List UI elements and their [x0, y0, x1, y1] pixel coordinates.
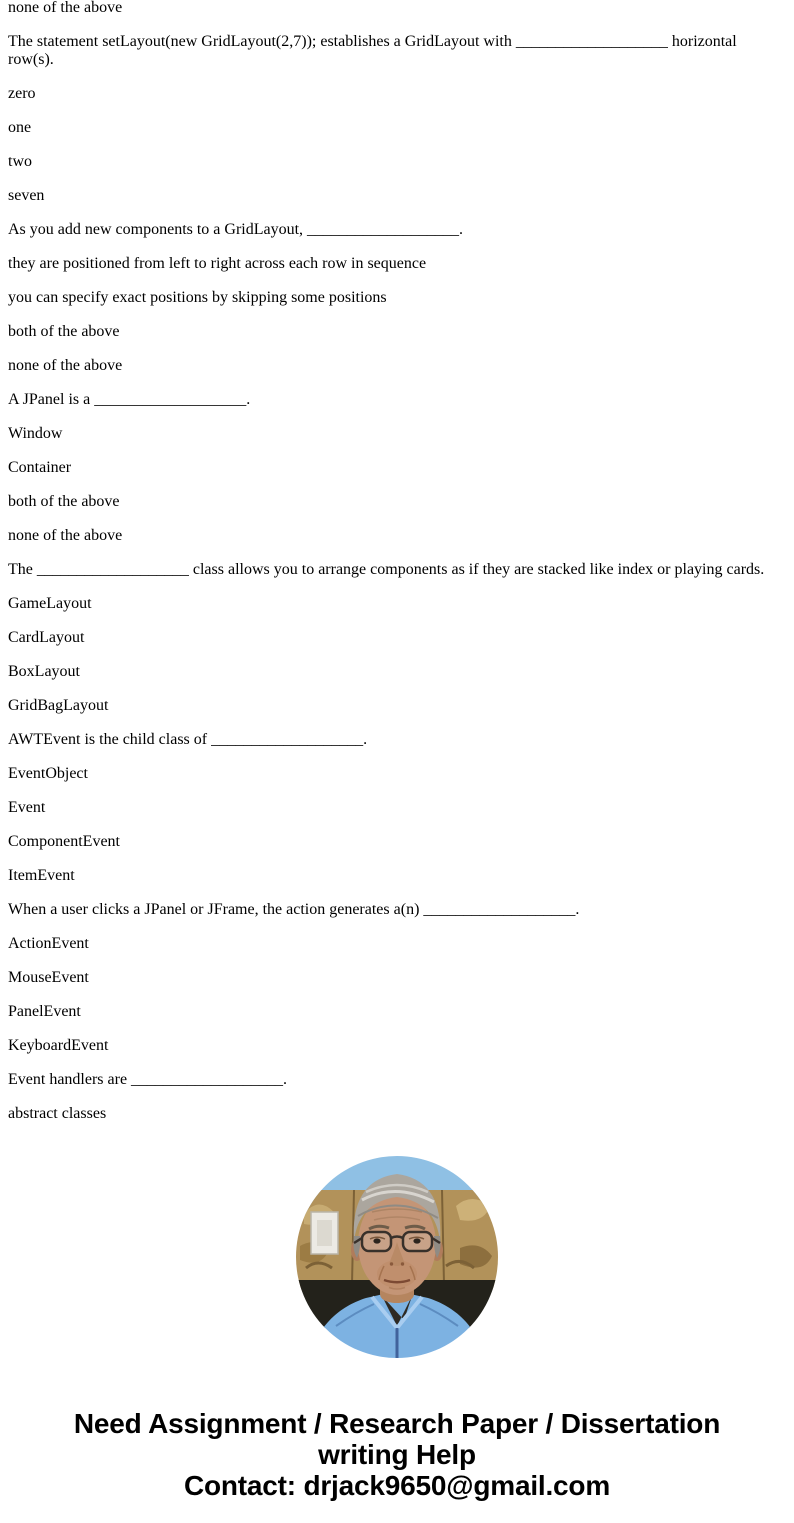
- answer-option: zero: [8, 85, 36, 102]
- answer-option: Container: [8, 459, 72, 476]
- avatar: [8, 1156, 786, 1358]
- answer-option: none of the above: [8, 0, 123, 16]
- answer-option: MouseEvent: [8, 969, 89, 986]
- question-text: The ___________________ class allows you to arrange components as if they are stacked like index or playing cards.: [8, 561, 765, 578]
- question-text: AWTEvent is the child class of ___________________.: [8, 731, 368, 748]
- answer-option: GameLayout: [8, 595, 92, 612]
- question-text: Event handlers are ___________________.: [8, 1071, 288, 1088]
- quiz-document: [8, 0, 786, 1501]
- answer-option: two: [8, 153, 32, 170]
- answer-option: both of the above: [8, 493, 120, 510]
- answer-option: both of the above: [8, 323, 120, 340]
- answer-option: none of the above: [8, 357, 123, 374]
- answer-option: PanelEvent: [8, 1003, 81, 1020]
- question-text: As you add new components to a GridLayout, ___________________.: [8, 221, 464, 238]
- answer-option: one: [8, 119, 32, 136]
- answer-option: ComponentEvent: [8, 833, 120, 850]
- contact-email: Contact: drjack9650@gmail.com: [183, 1470, 611, 1501]
- answer-option: BoxLayout: [8, 663, 80, 680]
- answer-option: seven: [8, 187, 45, 204]
- question-text: The statement setLayout(new GridLayout(2,7)); establishes a GridLayout with ___________________ horizontal row(s).: [8, 33, 737, 68]
- answer-option: Event: [8, 799, 46, 816]
- answer-option: KeyboardEvent: [8, 1037, 109, 1054]
- help-banner-line-1: Need Assignment / Research Paper / Dissertation: [73, 1408, 721, 1439]
- answer-option: Window: [8, 425, 63, 442]
- answer-option: abstract classes: [8, 1105, 107, 1122]
- answer-option: CardLayout: [8, 629, 85, 646]
- question-text: When a user clicks a JPanel or JFrame, the action generates a(n) ___________________.: [8, 901, 580, 918]
- help-banner: [8, 1408, 786, 1501]
- help-banner-line-2: writing Help: [318, 1439, 476, 1470]
- answer-option: they are positioned from left to right across each row in sequence: [8, 255, 427, 272]
- answer-option: none of the above: [8, 527, 123, 544]
- answer-option: EventObject: [8, 765, 88, 782]
- answer-option: you can specify exact positions by skipping some positions: [8, 289, 387, 306]
- answer-option: GridBagLayout: [8, 697, 109, 714]
- question-text: A JPanel is a ___________________.: [8, 391, 251, 408]
- man-portrait-photo-icon: [296, 1156, 498, 1358]
- answer-option: ActionEvent: [8, 935, 89, 952]
- answer-option: ItemEvent: [8, 867, 75, 884]
